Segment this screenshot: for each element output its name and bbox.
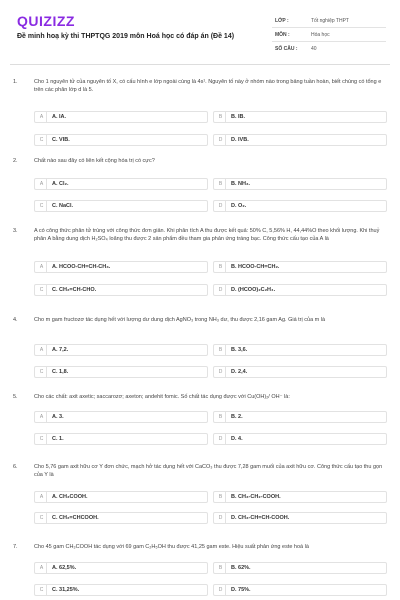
option-d[interactable] (213, 584, 387, 596)
option-letter: D (216, 513, 226, 523)
option-text: A. 3. (52, 414, 64, 420)
option-text: C. 1. (52, 436, 64, 442)
option-d[interactable] (213, 284, 387, 296)
option-letter: B (216, 345, 226, 355)
option-a[interactable] (34, 411, 208, 423)
option-b[interactable] (213, 491, 387, 503)
question-text: Cho 5,76 gam axit hữu cơ Y đơn chức, mạch hở tác dụng hết với CaCO₃ thu được 7,28 gam muối của axit hữu cơ. Công thức cấu tạo thu gọn của Y là (34, 464, 383, 478)
option-c[interactable] (34, 134, 208, 146)
option-text: D. 2,4. (231, 369, 248, 375)
option-letter: D (216, 367, 226, 377)
question-number: 2. (13, 158, 18, 164)
option-b[interactable] (213, 111, 387, 123)
meta-label: MÔN : (275, 31, 290, 38)
option-letter: A (37, 262, 47, 272)
option-a[interactable] (34, 111, 208, 123)
option-text: B. CH₃-CH₂-COOH. (231, 494, 281, 500)
option-letter: C (37, 285, 47, 295)
option-letter: D (216, 135, 226, 145)
option-letter: C (37, 585, 47, 595)
option-text: D. 4. (231, 436, 243, 442)
option-letter: C (37, 135, 47, 145)
option-a[interactable] (34, 562, 208, 574)
question-text: A có công thức phân tử trùng với công thức đơn giản. Khi phân tích A thu được kết quả: 50% C, 5,56% H, 44,44%O theo khối lượng. Khi thuỷ phân A bằng dung dịch H₂SO₄ loãng thu được 2 sản phẩm đều tham gia phản ứng tráng bạc. Công thức cấu tạo của A là (34, 228, 380, 242)
question-text: Cho các chất: axit axetic; saccarozơ; axeton; andehit fomic. Số chất tác dụng được với Cu(OH)₂/ OH⁻ là: (34, 394, 290, 400)
option-text: B. 2. (231, 414, 243, 420)
meta-value: Hóa học (311, 31, 330, 38)
option-d[interactable] (213, 366, 387, 378)
option-c[interactable] (34, 200, 208, 212)
question-text: Cho 1 nguyên tử của nguyên tố X, có cấu hình e lớp ngoài cùng là 4s¹. Nguyên tố này ở nhóm nào trong bảng tuần hoàn, biết chúng có tổng e trên các phân lớp d là 5. (34, 79, 382, 93)
option-text: D. 75%. (231, 587, 251, 593)
meta-row-class (272, 14, 386, 28)
option-c[interactable] (34, 284, 208, 296)
option-letter: A (37, 345, 47, 355)
option-text: D. CH₃-CH=CH-COOH. (231, 515, 290, 521)
option-text: C. 1,8. (52, 369, 69, 375)
option-letter: A (37, 563, 47, 573)
option-c[interactable] (34, 433, 208, 445)
option-text: B. 3,6. (231, 347, 248, 353)
option-b[interactable] (213, 261, 387, 273)
option-letter: B (216, 179, 226, 189)
option-a[interactable] (34, 344, 208, 356)
question-number: 7. (13, 544, 18, 550)
option-letter: C (37, 434, 47, 444)
question-text: Chất nào sau đây có liên kết cộng hóa trị có cực? (34, 158, 155, 164)
document-title: Đề minh hoạ kỳ thi THPTQG 2019 môn Hoá học có đáp án (Đề 14) (17, 33, 235, 40)
quizizz-logo: QUIZIZZ (17, 13, 75, 29)
option-letter: C (37, 201, 47, 211)
question-number: 5. (13, 394, 18, 400)
question-number: 1. (13, 79, 18, 85)
option-text: A. 7,2. (52, 347, 69, 353)
option-text: D. O₂. (231, 203, 247, 209)
option-b[interactable] (213, 344, 387, 356)
option-b[interactable] (213, 562, 387, 574)
option-letter: A (37, 112, 47, 122)
option-d[interactable] (213, 433, 387, 445)
option-letter: A (37, 492, 47, 502)
option-text: B. IB. (231, 114, 246, 120)
option-text: B. 62%. (231, 565, 251, 571)
meta-label: SỐ CÂU : (275, 46, 298, 52)
option-letter: A (37, 412, 47, 422)
option-c[interactable] (34, 584, 208, 596)
question-text: Cho 45 gam CH₃COOH tác dụng với 69 gam C₂H₅OH thu được 41,25 gam este. Hiệu suất phản ứng este hoá là (34, 544, 309, 550)
option-b[interactable] (213, 178, 387, 190)
option-text: B. NH₃. (231, 181, 251, 187)
meta-label: LỚP : (275, 17, 289, 24)
question-number: 4. (13, 317, 18, 323)
option-text: C. 31,25%. (52, 587, 80, 593)
question-number: 6. (13, 464, 18, 470)
option-text: A. 62,5%. (52, 565, 77, 571)
option-c[interactable] (34, 366, 208, 378)
option-letter: A (37, 179, 47, 189)
option-text: A. Cl₂. (52, 181, 69, 187)
option-text: C. CH₂=CHCOOH. (52, 515, 99, 521)
option-letter: D (216, 201, 226, 211)
option-letter: C (37, 513, 47, 523)
option-text: A. HCOO-CH=CH-CH₃. (52, 264, 111, 270)
option-d[interactable] (213, 512, 387, 524)
option-letter: D (216, 285, 226, 295)
option-letter: B (216, 492, 226, 502)
option-text: C. VIB. (52, 137, 70, 143)
option-letter: C (37, 367, 47, 377)
page-header (0, 0, 400, 68)
option-text: A. CH₃COOH. (52, 494, 88, 500)
meta-row-count (272, 42, 386, 56)
option-text: C. NaCl. (52, 203, 74, 209)
option-text: B. HCOO-CH=CH₂. (231, 264, 280, 270)
option-a[interactable] (34, 491, 208, 503)
option-text: D. IVB. (231, 137, 249, 143)
question-number: 3. (13, 228, 18, 234)
option-a[interactable] (34, 178, 208, 190)
option-letter: B (216, 412, 226, 422)
option-c[interactable] (34, 512, 208, 524)
option-b[interactable] (213, 411, 387, 423)
meta-value: 40 (311, 46, 317, 52)
meta-table (272, 14, 386, 56)
question-text: Cho m gam fructozơ tác dụng hết với lượng dư dung dịch AgNO₃ trong NH₃ dư, thu được 2,16 gam Ag. Giá trị của m là (34, 317, 326, 323)
option-text: D. (HCOO)₂C₂H₄. (231, 287, 276, 293)
option-d[interactable] (213, 134, 387, 146)
option-a[interactable] (34, 261, 208, 273)
option-d[interactable] (213, 200, 387, 212)
option-letter: D (216, 434, 226, 444)
meta-row-subject (272, 28, 386, 42)
option-text: A. IA. (52, 114, 67, 120)
option-letter: B (216, 112, 226, 122)
option-text: C. CH₂=CH-CHO. (52, 287, 97, 293)
option-letter: B (216, 262, 226, 272)
meta-value: Tốt nghiệp THPT (311, 17, 349, 24)
option-letter: D (216, 585, 226, 595)
header-divider (10, 64, 390, 65)
option-letter: B (216, 563, 226, 573)
